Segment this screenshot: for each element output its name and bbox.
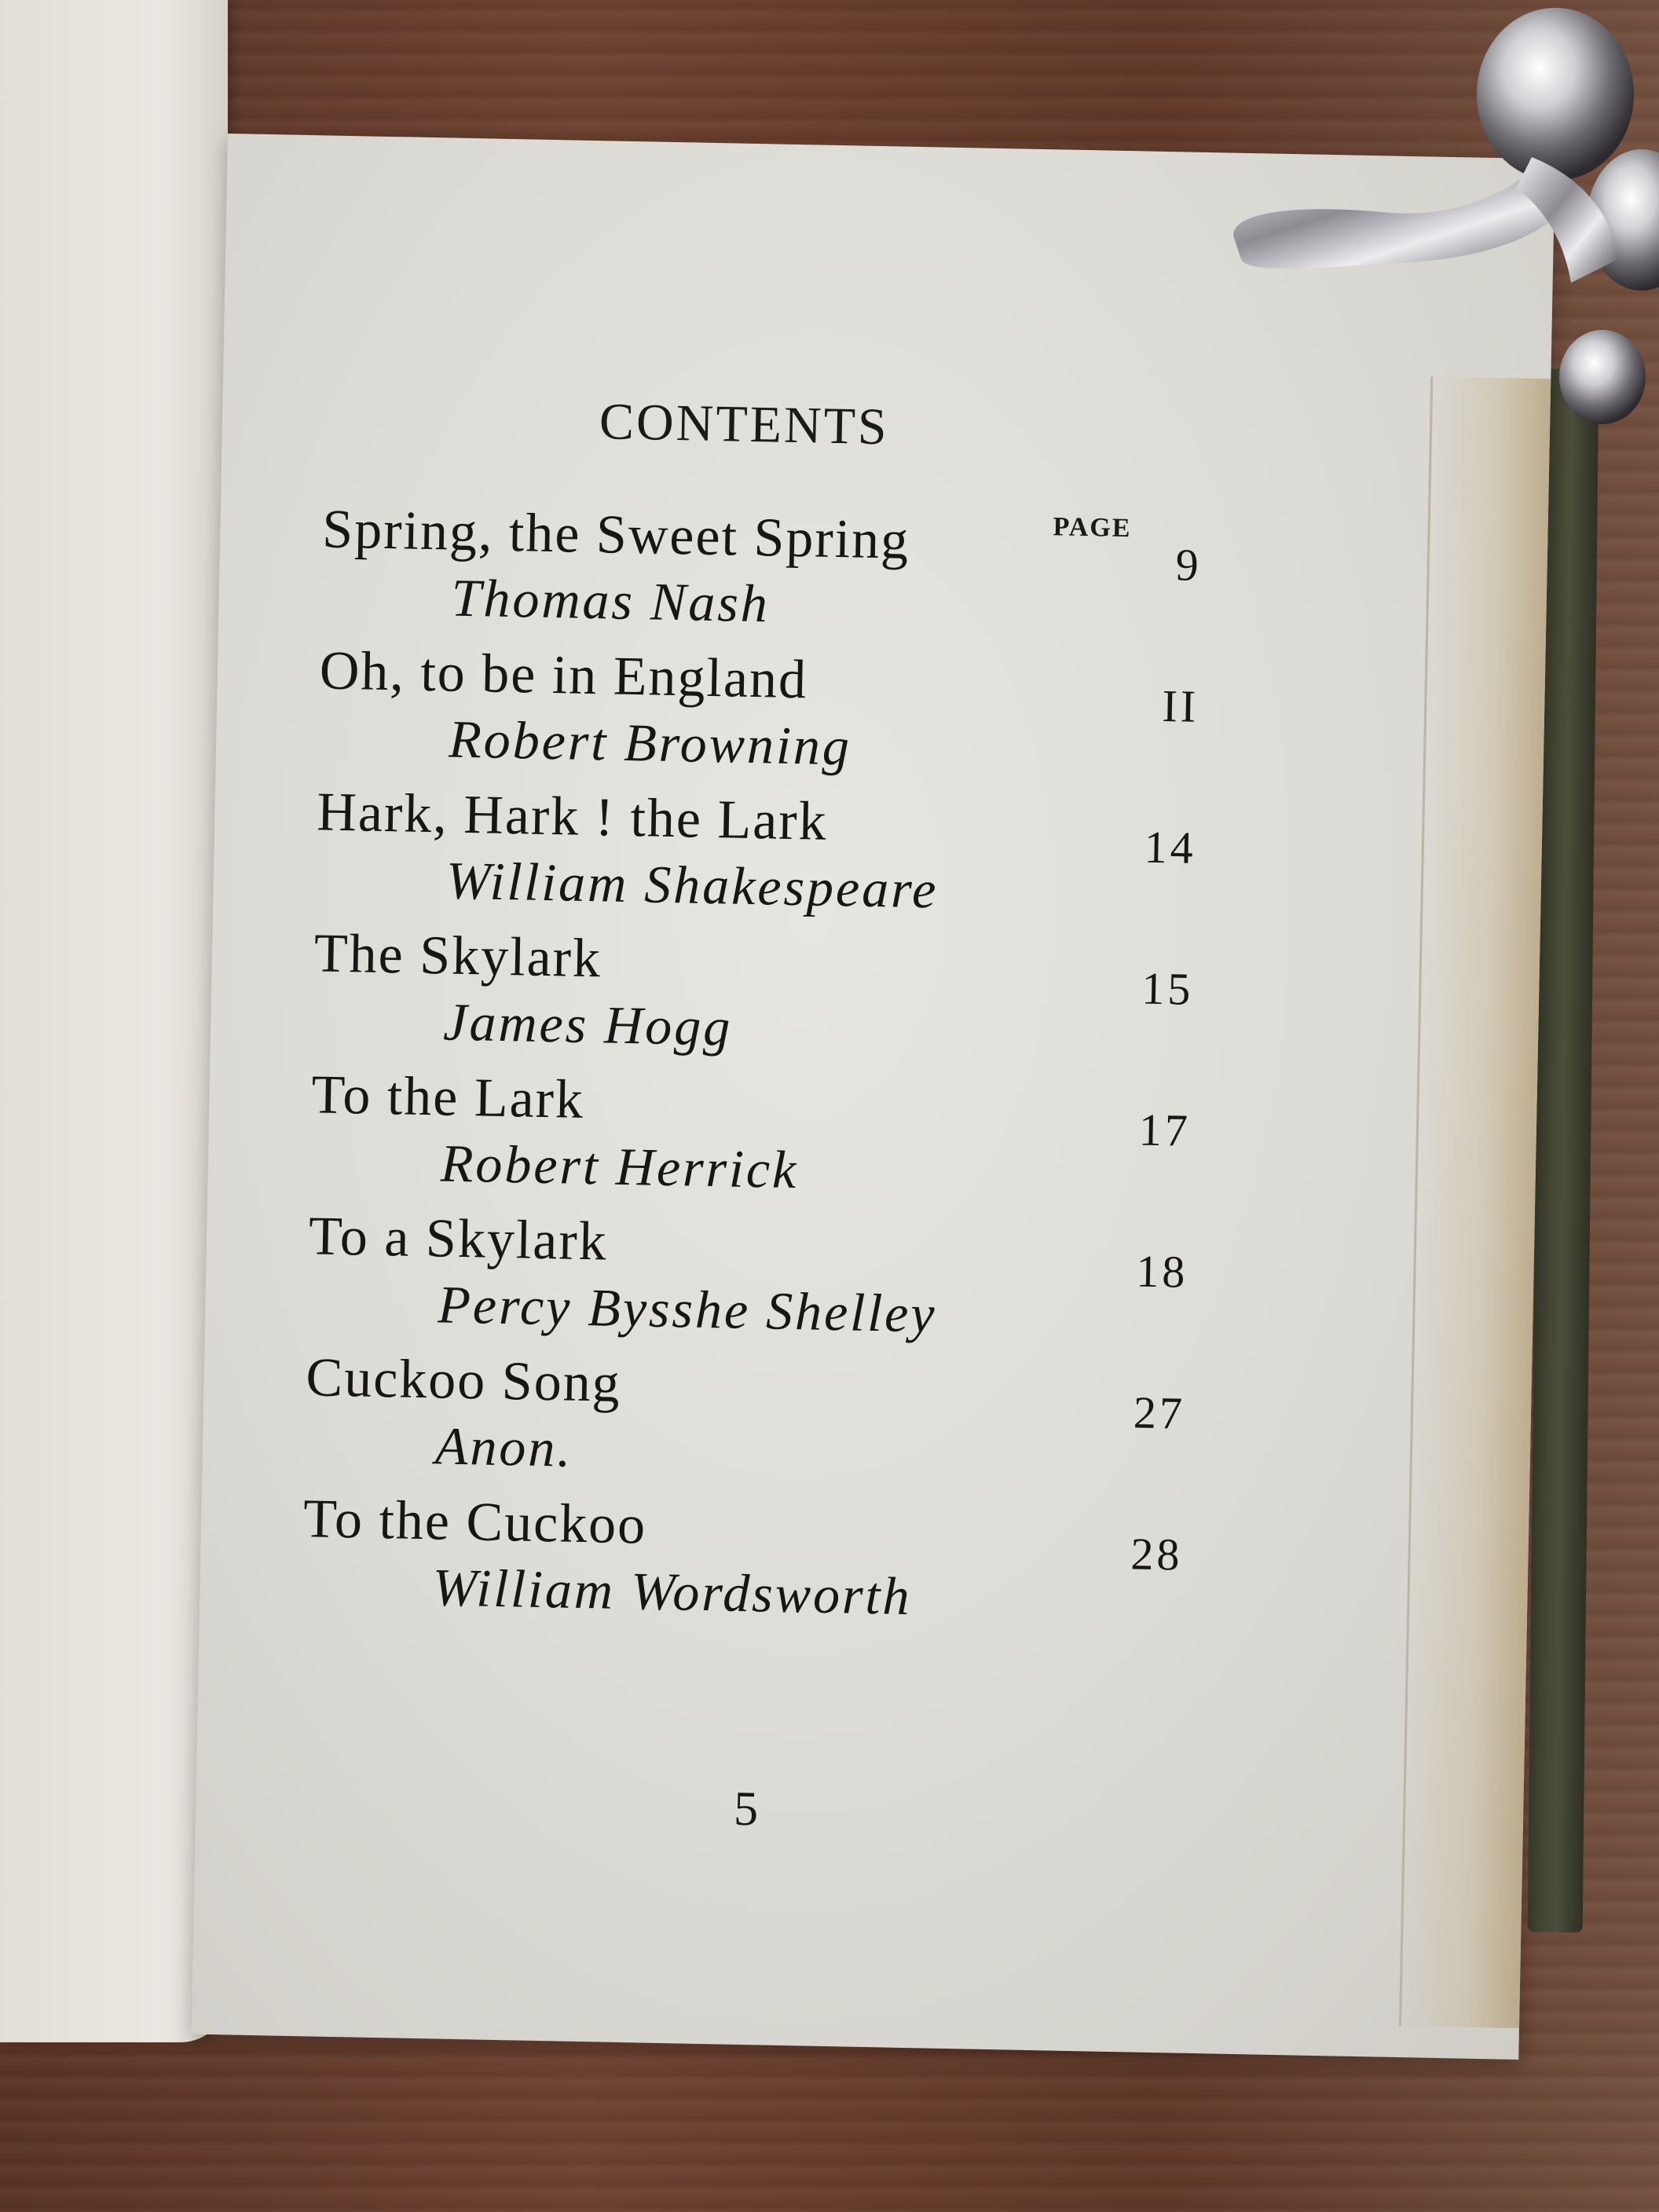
page-number: 17 [1138,1104,1192,1156]
page-number: 18 [1135,1245,1189,1298]
contents-entry [304,1346,1186,1504]
poem-author: Thomas Nash [450,567,771,634]
poem-title: To the Lark [310,1064,585,1130]
page-edge [1399,376,1551,2028]
poem-title: To the Cuckoo [302,1489,647,1556]
poem-title: Spring, the Sweet Spring [321,499,910,571]
contents-entry [309,1064,1192,1221]
poem-author: James Hogg [442,991,734,1057]
page-number: 14 [1144,821,1197,873]
left-page [0,0,228,2042]
poem-title: Hark, Hark ! the Lark [316,782,829,852]
poem-title: To a Skylark [308,1206,609,1273]
poem-title: Oh, to be in England [319,640,808,711]
poem-author: William Wordsworth [431,1557,913,1627]
poem-title: The Skylark [313,923,602,990]
contents-title: CONTENTS [599,393,890,456]
poem-author: Robert Browning [448,709,852,777]
page-number: 28 [1130,1528,1184,1580]
page-number: 15 [1141,962,1194,1015]
contents-entry [301,1488,1183,1646]
poem-author: William Shakespeare [445,850,939,920]
poem-author: Anon. [434,1415,574,1478]
poem-title: Cuckoo Song [305,1347,622,1414]
metal-clip-icon [1202,0,1659,440]
contents-entry [317,639,1199,797]
contents-entry [306,1205,1188,1363]
contents-list [301,498,1202,1646]
page-number: 27 [1133,1386,1186,1439]
poem-author: Percy Bysshe Shelley [437,1274,938,1344]
page-number: II [1161,679,1199,732]
folio-page-number: 5 [733,1782,759,1837]
page-number: 9 [1175,539,1203,591]
poem-author: Robert Herrick [440,1133,800,1200]
contents-entry [312,922,1194,1080]
contents-entry [320,498,1203,656]
page-column-header: PAGE [1053,512,1132,544]
contents-entry [315,781,1197,939]
